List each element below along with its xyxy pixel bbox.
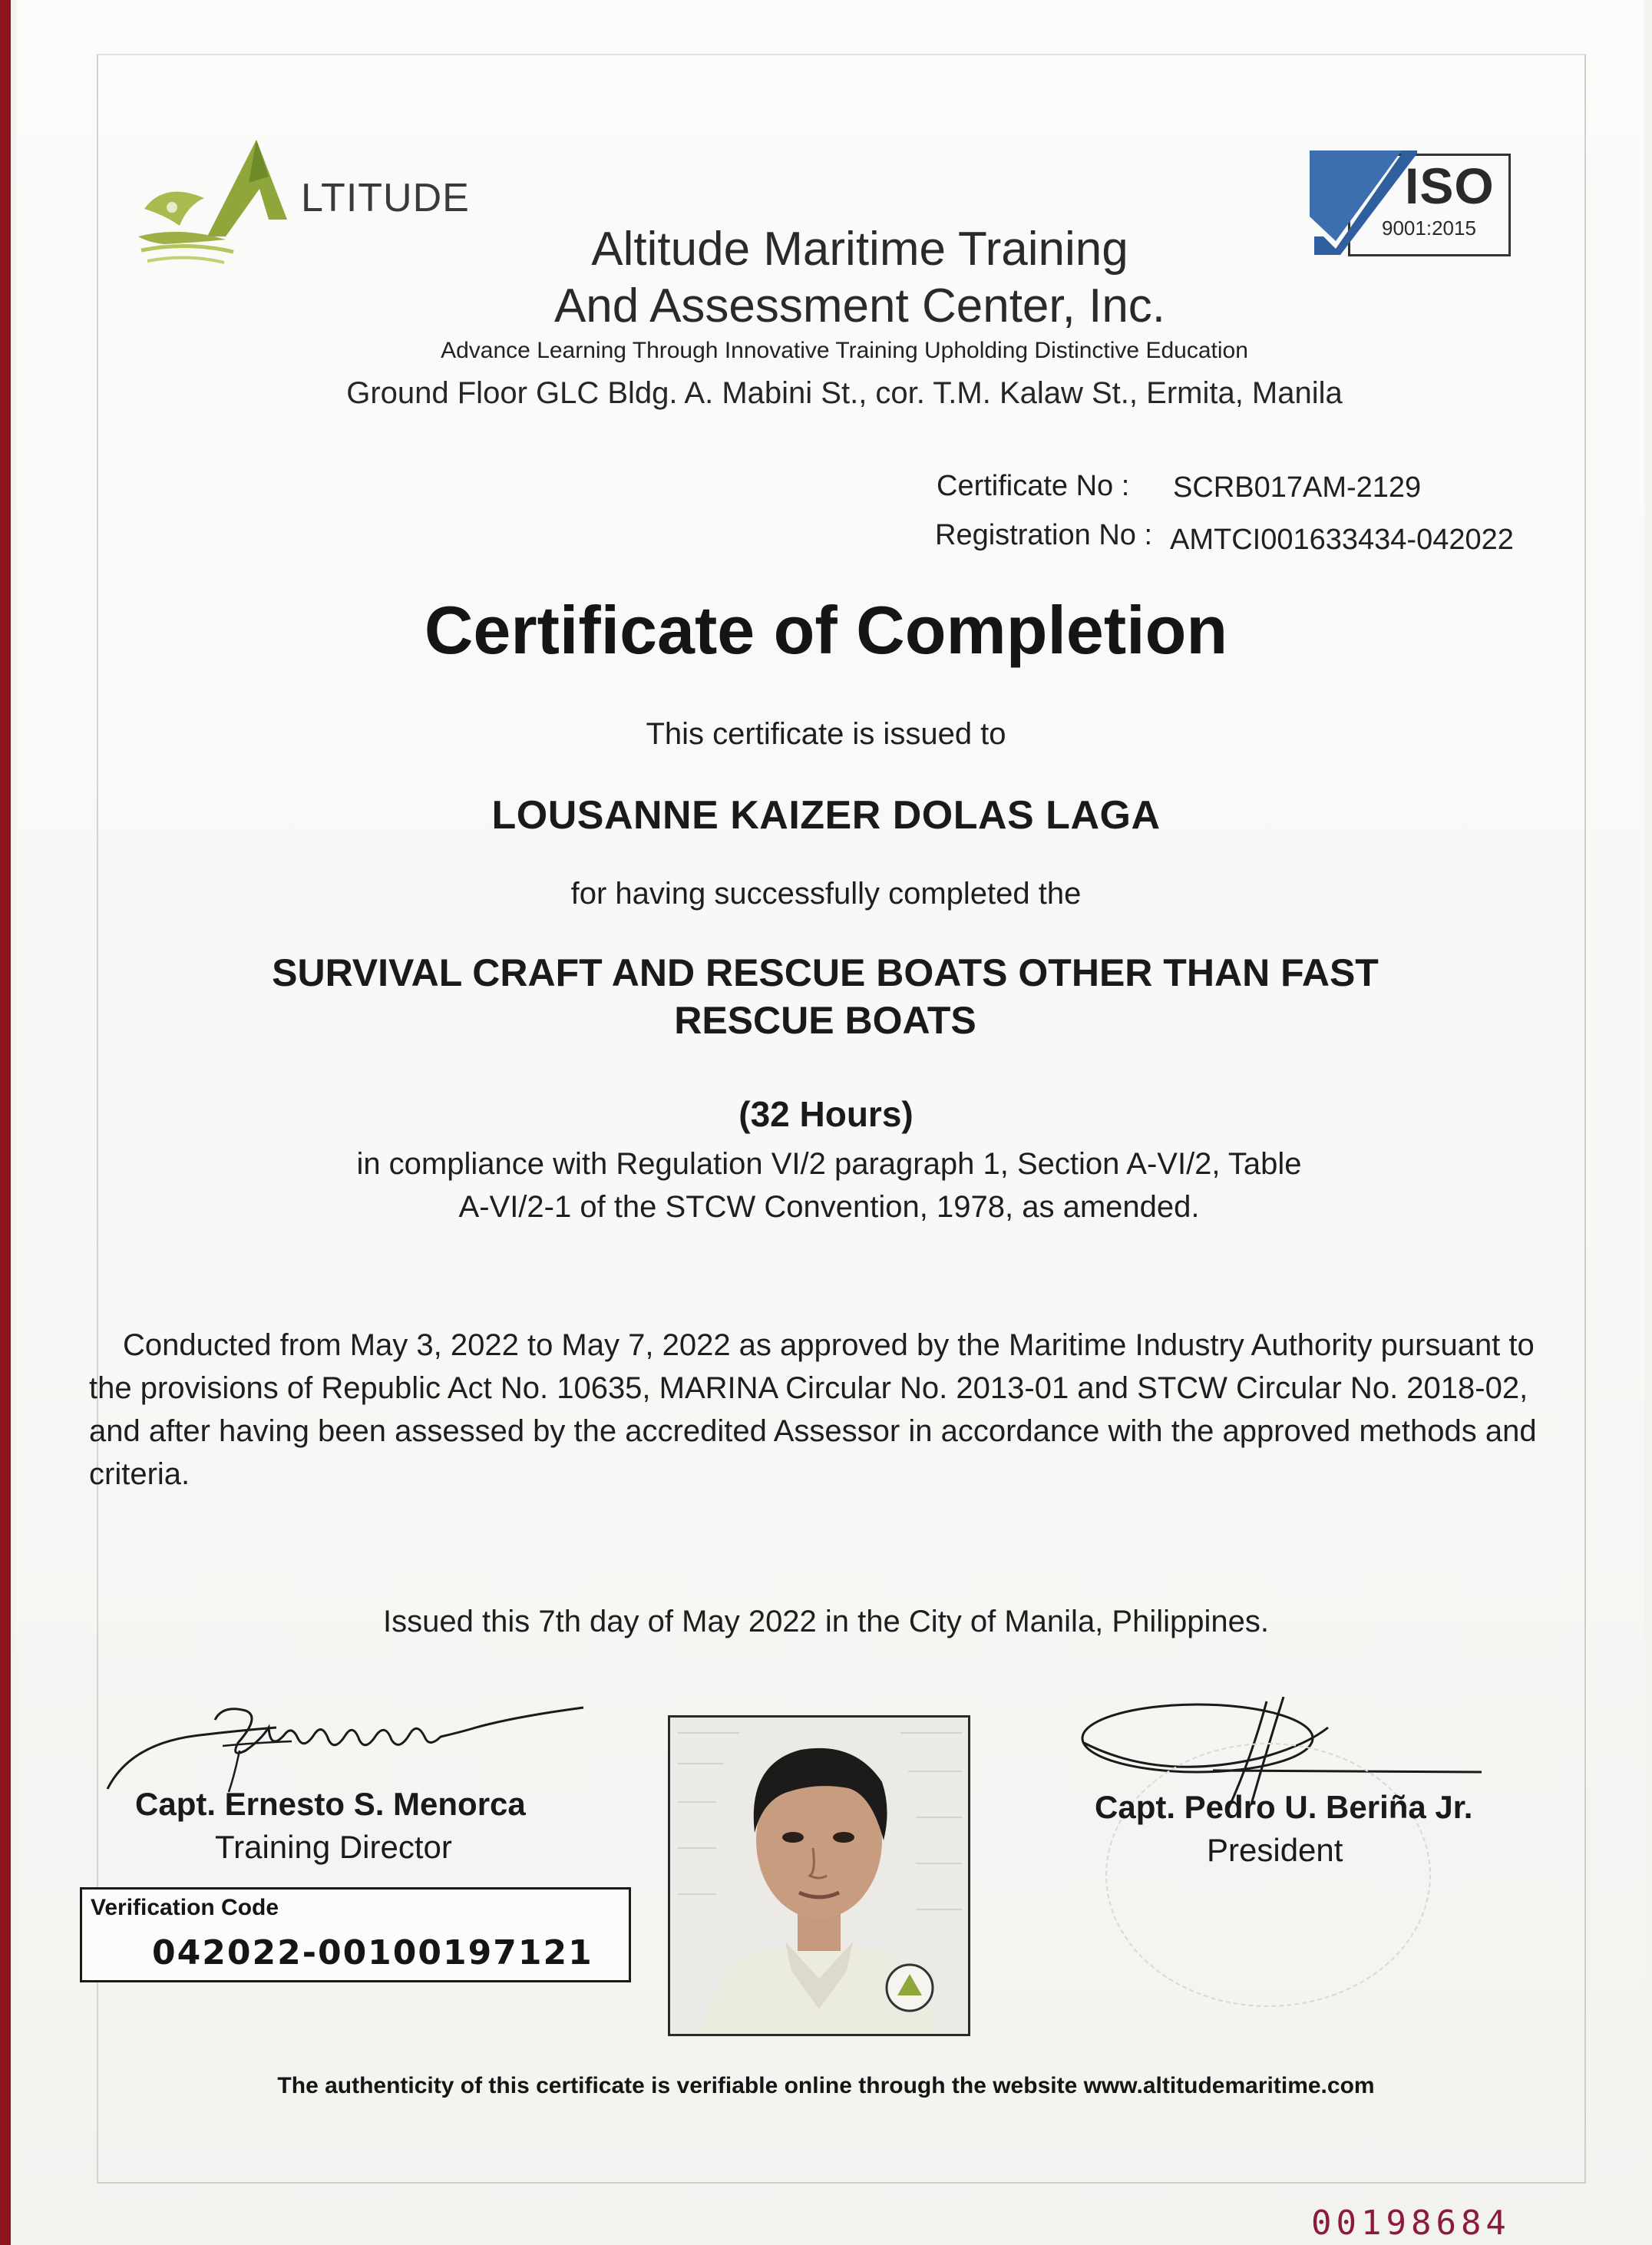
organization-name-line2: And Assessment Center, Inc. [553, 279, 1166, 332]
authenticity-note: The authenticity of this certificate is verifiable online through the website www.altitudemaritime.com [277, 2073, 1375, 2098]
organization-tagline: Advance Learning Through Innovative Training Upholding Distinctive Education [441, 338, 1248, 363]
completed-text: for having successfully completed the [570, 877, 1082, 911]
president-role: President [1207, 1832, 1343, 1868]
training-director-role: Training Director [215, 1829, 452, 1865]
faint-seal [1105, 1743, 1431, 2007]
compliance-line2: A-VI/2-1 of the STCW Convention, 1978, as amended. [458, 1190, 1200, 1224]
training-director-signature [100, 1697, 599, 1797]
iso-check-icon [1310, 150, 1419, 258]
organization-name-line1: Altitude Maritime Training [591, 223, 1128, 276]
training-director-name: Capt. Ernesto S. Menorca [135, 1786, 526, 1822]
issued-statement: Issued this 7th day of May 2022 in the City of Manila, Philippines. [383, 1605, 1269, 1638]
portrait-image [670, 1718, 968, 2034]
altitude-logo [134, 135, 307, 270]
registration-no-value: AMTCI001633434-042022 [1170, 524, 1514, 556]
certificate-no-label: Certificate No : [937, 470, 1130, 502]
serial-number: 00198684 [1311, 2204, 1511, 2243]
compliance-statement [284, 1142, 1374, 1228]
course-title [230, 949, 1420, 1044]
president-name: Capt. Pedro U. Beriña Jr. [1095, 1789, 1473, 1825]
verification-label: Verification Code [91, 1895, 279, 1920]
logo-wordmark: LTITUDE [301, 176, 470, 220]
organization-name [430, 221, 1290, 335]
verification-code: 042022-00100197121 [152, 1933, 593, 1972]
compliance-line1: in compliance with Regulation VI/2 paragraph 1, Section A-VI/2, Table [356, 1147, 1302, 1181]
conducted-paragraph: Conducted from May 3, 2022 to May 7, 2022 as approved by the Maritime Industry Authority pursuant to the provisions of Republic Act No. 10635, MARINA Circular No. 2013-01 and STCW Circular No. 2018-02, and after having been assessed by the accredited Assessor in accordance with the approved methods and criteria. [89, 1328, 1537, 1491]
iso-standard: 9001:2015 [1382, 217, 1476, 240]
issued-to-text: This certificate is issued to [646, 717, 1006, 751]
registration-no-label: Registration No : [935, 519, 1153, 551]
course-title-line2: RESCUE BOATS [674, 999, 976, 1042]
iso-label: ISO [1405, 157, 1495, 214]
recipient-photo [668, 1715, 970, 2036]
course-title-line1: SURVIVAL CRAFT AND RESCUE BOATS OTHER THAN FAST [272, 951, 1379, 994]
recipient-name: LOUSANNE KAIZER DOLAS LAGA [491, 793, 1161, 838]
certificate-no-value: SCRB017AM-2129 [1173, 471, 1422, 504]
organization-address: Ground Floor GLC Bldg. A. Mabini St., cor. T.M. Kalaw St., Ermita, Manila [346, 376, 1343, 410]
certificate-title: Certificate of Completion [424, 592, 1228, 668]
course-hours: (32 Hours) [738, 1094, 914, 1134]
